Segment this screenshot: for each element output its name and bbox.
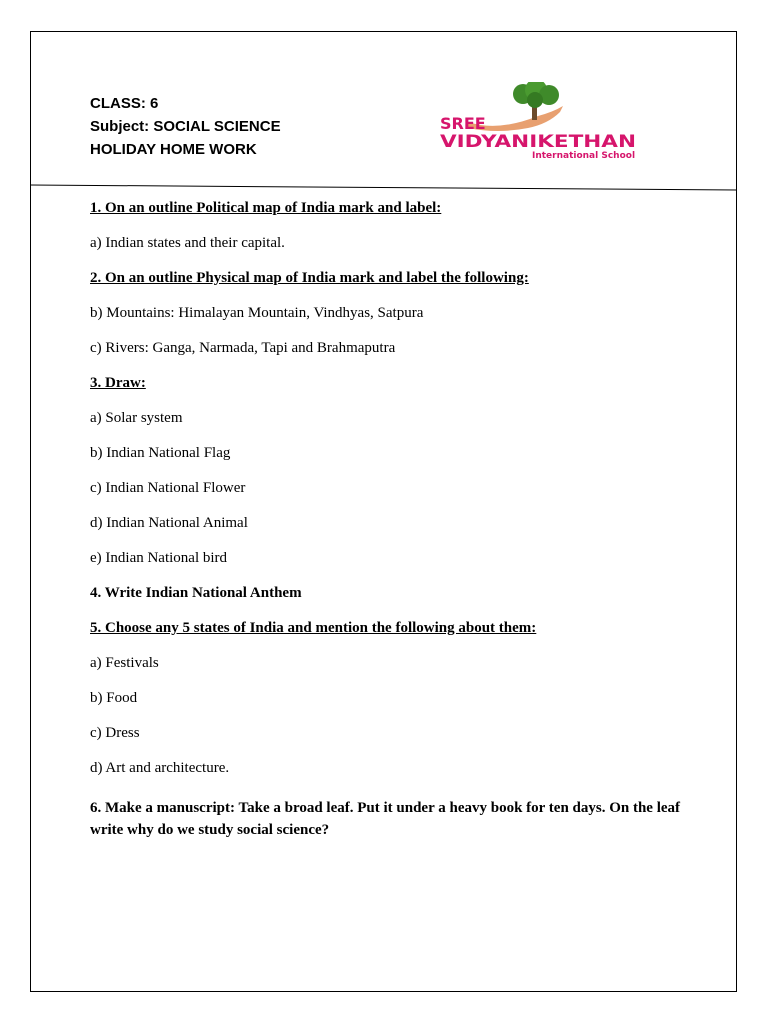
question-item: b) Food — [90, 690, 138, 706]
question-item: c) Indian National Flower — [90, 480, 246, 496]
logo-line2: VIDYANIKETHAN — [440, 132, 636, 152]
question-item: c) Dress — [90, 725, 140, 741]
homework-content — [90, 198, 690, 841]
question-heading: 2. On an outline Physical map of India mark and label the following: — [90, 270, 529, 286]
header-info — [90, 92, 281, 161]
logo-line3: International School — [532, 151, 636, 161]
question-item: d) Art and architecture. — [90, 760, 230, 776]
question-item: c) Rivers: Ganga, Narmada, Tapi and Brahmaputra — [90, 340, 396, 356]
question-heading: 6. Make a manuscript: Take a broad leaf. Put it under a heavy book for ten days. On the leaf write why do we study social science? — [90, 800, 681, 838]
question-item: a) Solar system — [90, 410, 183, 426]
question-heading: 4. Write Indian National Anthem — [90, 585, 302, 601]
question-heading: 5. Choose any 5 states of India and mention the following about them: — [90, 620, 537, 636]
question-heading: 1. On an outline Political map of India mark and label: — [90, 200, 442, 216]
header-rule — [30, 184, 737, 192]
class-label: CLASS: 6 — [90, 95, 159, 112]
homework-label: HOLIDAY HOME WORK — [90, 141, 257, 158]
question-item: b) Indian National Flag — [90, 445, 231, 461]
question-heading: 3. Draw: — [90, 375, 146, 391]
school-logo — [438, 82, 648, 162]
question-item: a) Indian states and their capital. — [90, 235, 285, 251]
question-item: e) Indian National bird — [90, 550, 228, 566]
question-item: d) Indian National Animal — [90, 515, 248, 531]
logo-line1: SREE — [440, 114, 486, 133]
subject-label: Subject: SOCIAL SCIENCE — [90, 118, 281, 135]
question-item: a) Festivals — [90, 655, 159, 671]
question-item: b) Mountains: Himalayan Mountain, Vindhyas, Satpura — [90, 305, 424, 321]
